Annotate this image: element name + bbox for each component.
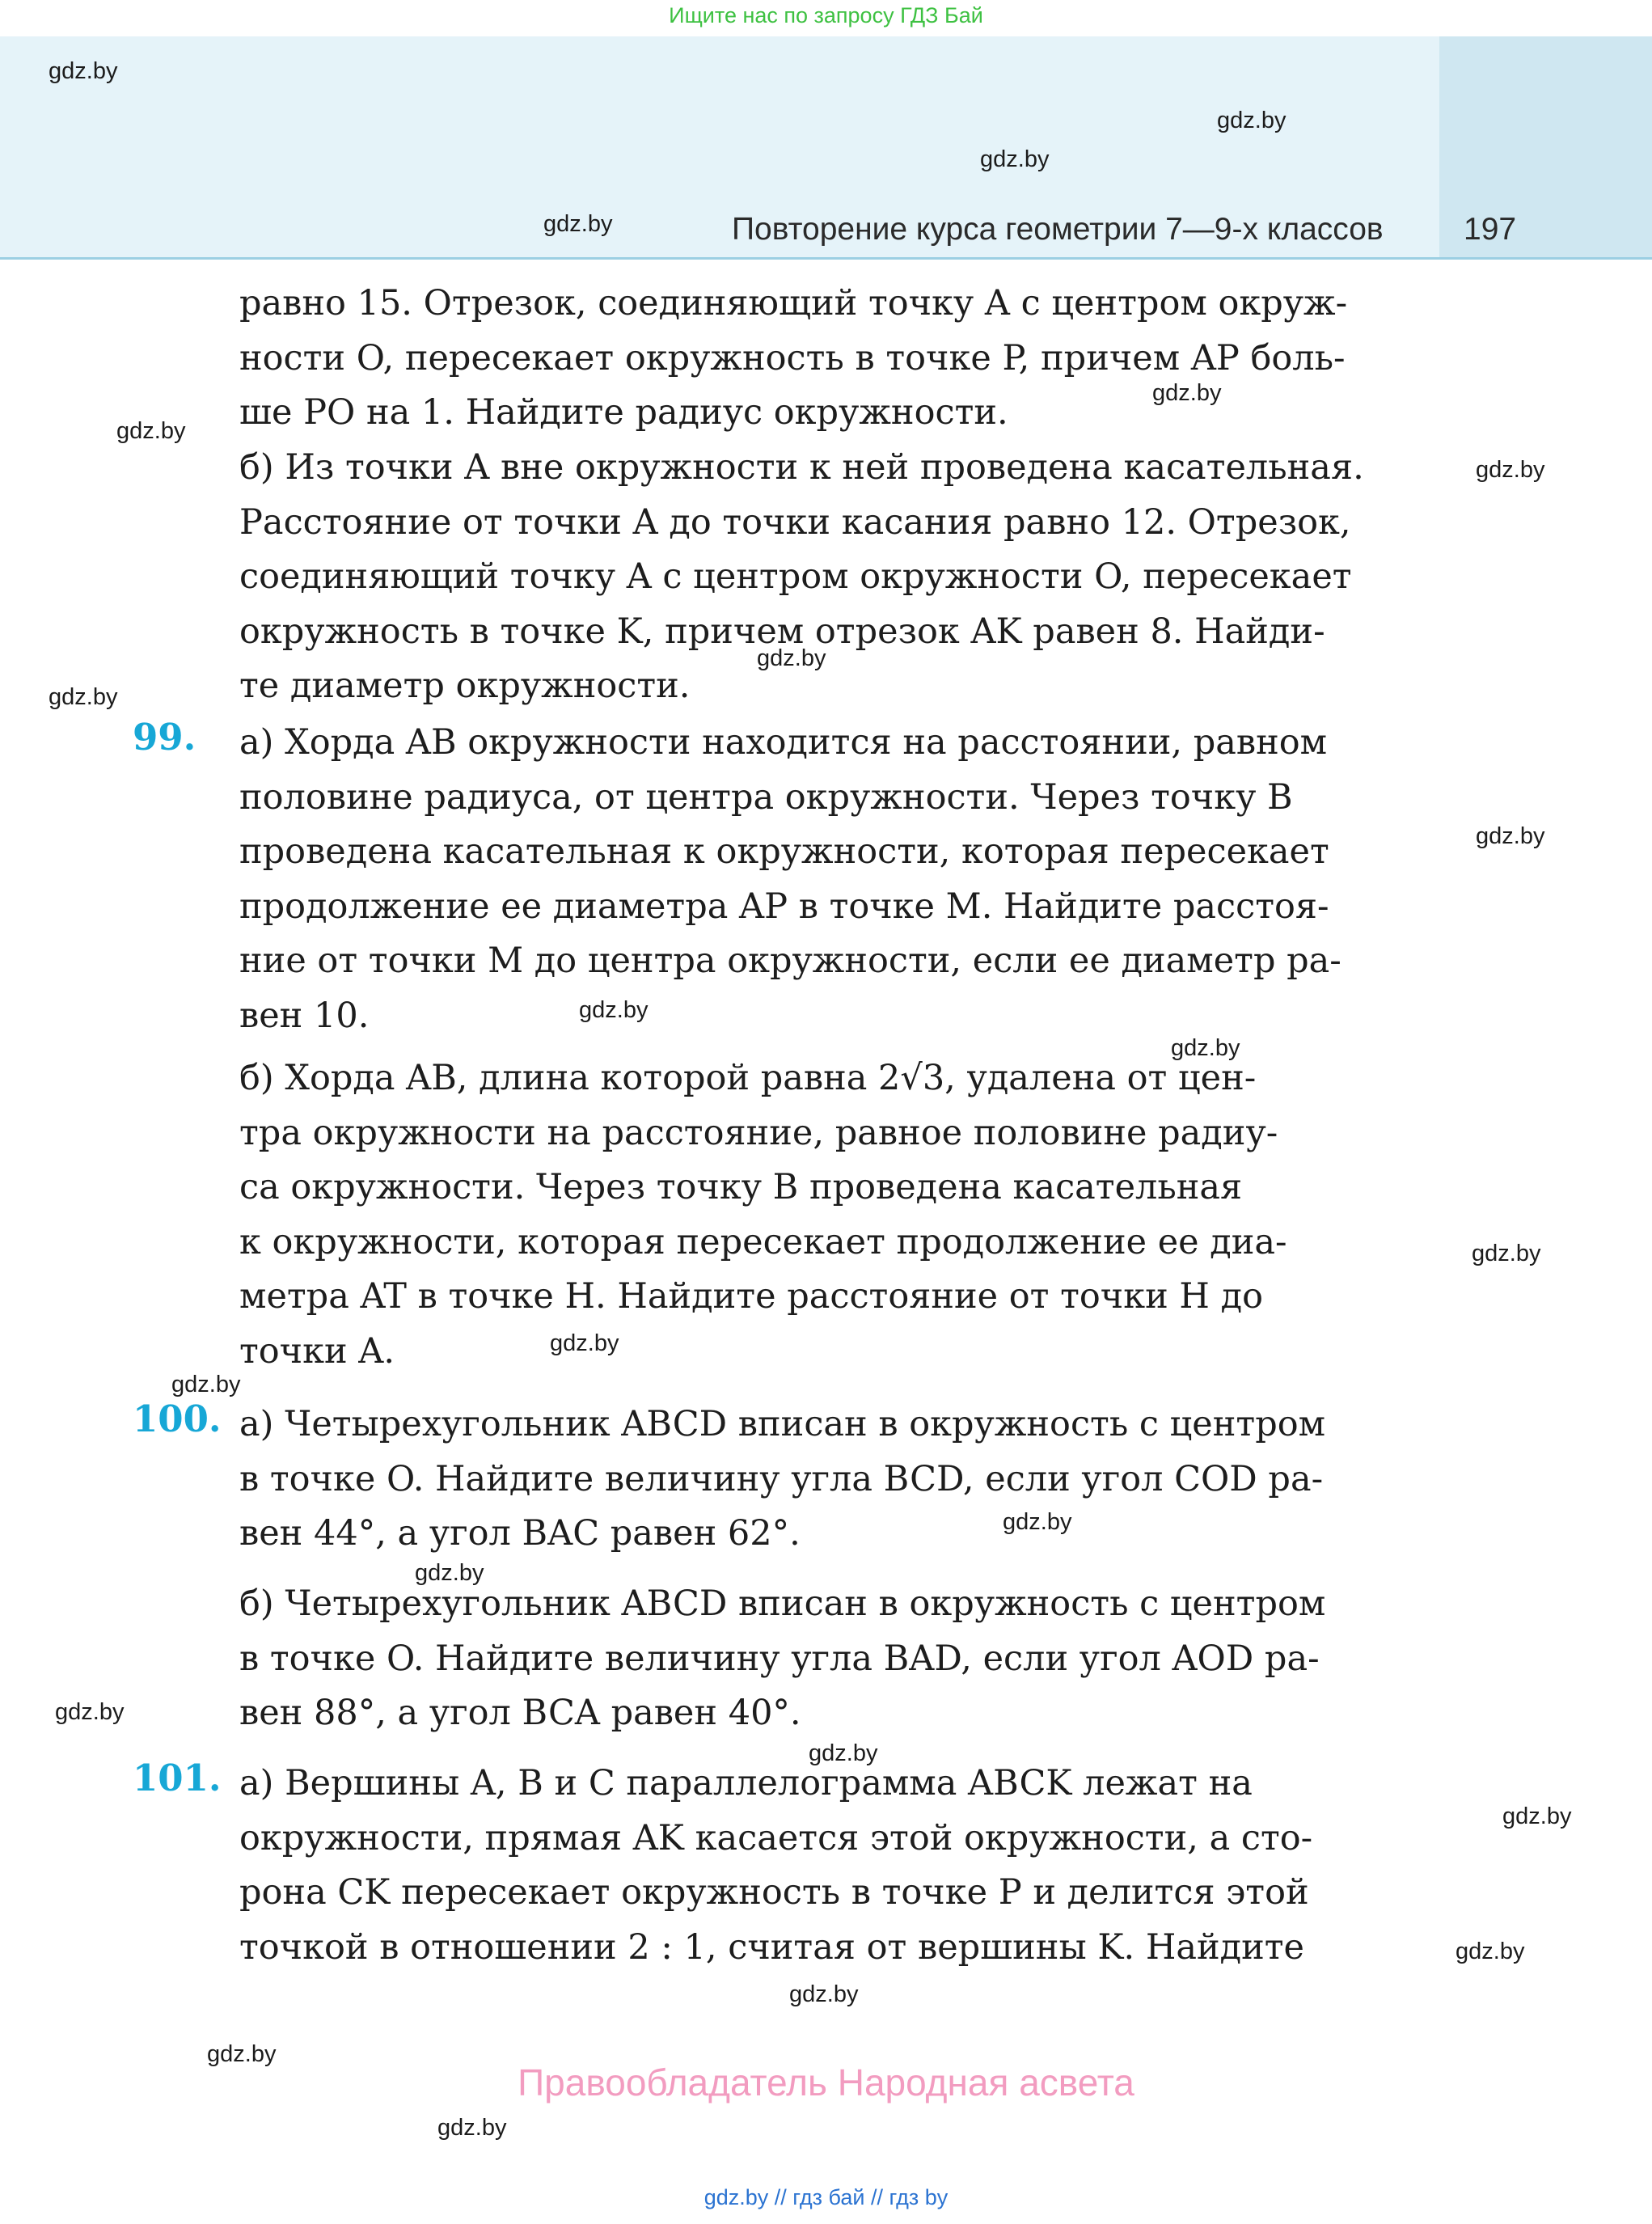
text-line: ше PO на 1. Найдите радиус окружности. [239,392,1008,433]
text-line: соединяющий точку A с центром окружности O, пересекает [239,556,1352,597]
text-line: б) Четырехугольник ABCD вписан в окружность с центром [239,1583,1326,1624]
text-line: окружности, прямая AK касается этой окружности, а сто- [239,1817,1313,1858]
text-line: б) Хорда AB, длина которой равна 2√3, удалена от цен- [239,1058,1257,1098]
text-line: окружность в точке K, причем отрезок AK равен 8. Найди- [239,611,1325,652]
text-line: продолжение ее диаметра AP в точке M. Найдите расстоя- [239,886,1329,927]
text-line: равно 15. Отрезок, соединяющий точку A с центром окруж- [239,283,1348,323]
watermark: gdz.by [550,1330,619,1356]
watermark: gdz.by [171,1372,241,1397]
watermark: gdz.by [1472,1241,1541,1266]
header-divider [0,257,1652,260]
watermark: gdz.by [49,684,118,710]
running-title: Повторение курса геометрии 7—9-х классов [732,212,1384,247]
watermark: gdz.by [579,997,649,1023]
problem-100b [239,1577,1441,1741]
text-line: вен 44°, а угол BAC равен 62°. [239,1513,801,1554]
text-line: в точке O. Найдите величину угла BAD, если угол AOD ра- [239,1638,1320,1679]
watermark: gdz.by [116,418,186,444]
problem-number-101: 101. [133,1757,222,1799]
watermark: gdz.by [1152,380,1222,406]
problem-100a [239,1397,1441,1562]
watermark: gdz.by [789,1981,859,2007]
text-line: ние от точки M до центра окружности, если ее диаметр ра- [239,941,1341,981]
text-line: половине радиуса, от центра окружности. Через точку B [239,776,1293,818]
problem-98a-continuation [239,277,1441,441]
watermark: gdz.by [980,146,1050,172]
text-line: а) Вершины A, B и C параллелограмма ABCK лежат на [239,1763,1253,1803]
watermark: gdz.by [1171,1035,1240,1061]
text-line: Расстояние от точки A до точки касания равно 12. Отрезок, [239,501,1351,543]
watermark: gdz.by [1003,1509,1072,1535]
watermark: gdz.by [55,1699,125,1725]
copyright-owner: Правообладатель Народная асвета [518,2061,1134,2103]
text-line: к окружности, которая пересекает продолжение ее диа- [239,1221,1287,1262]
text-line: са окружности. Через точку B проведена касательная [239,1167,1243,1207]
page-number: 197 [1464,212,1517,247]
text-line: ности O, пересекает окружность в точке P, причем AP боль- [239,337,1346,378]
watermark: gdz.by [1217,108,1287,133]
watermark: gdz.by [49,58,118,84]
text-line: вен 10. [239,995,370,1036]
watermark: gdz.by [1476,457,1545,483]
text-line: рона CK пересекает окружность в точке P и делится этой [239,1872,1309,1913]
watermark: gdz.by [207,2041,277,2067]
problem-number-99: 99. [133,716,196,759]
problem-98b [239,441,1441,714]
watermark: gdz.by [1476,823,1545,849]
text-line: вен 88°, а угол BCA равен 40°. [239,1693,801,1733]
watermark: gdz.by [1456,1939,1525,1964]
watermark: gdz.by [415,1560,484,1586]
text-line: б) Из точки A вне окружности к ней проведена касательная. [239,447,1364,488]
top-banner: Ищите нас по запросу ГДЗ Бай [669,3,983,27]
watermark: gdz.by [543,211,613,237]
problem-number-100: 100. [133,1397,222,1440]
watermark: gdz.by [757,645,826,671]
text-line: а) Хорда AB окружности находится на расстоянии, равном [239,722,1328,763]
text-line: метра AT в точке H. Найдите расстояние от точки H до [239,1276,1263,1317]
text-line: в точке O. Найдите величину угла BCD, если угол COD ра- [239,1458,1324,1499]
watermark: gdz.by [437,2115,507,2141]
text-line: проведена касательная к окружности, которая пересекает [239,831,1329,872]
text-line: тра окружности на расстояние, равное половине радиу- [239,1112,1278,1153]
problem-99b [239,1051,1441,1379]
text-line: точкой в отношении 2 : 1, считая от вершины K. Найдите [239,1926,1304,1968]
footer-links[interactable]: gdz.by // гдз бай // гдз by [703,2185,949,2209]
text-line: а) Четырехугольник ABCD вписан в окружность с центром [239,1404,1326,1444]
text-line: точки A. [239,1330,395,1372]
watermark: gdz.by [1502,1803,1572,1829]
text-line: те диаметр окружности. [239,666,691,706]
problem-99a [239,716,1441,1043]
problem-101a [239,1757,1441,1975]
watermark: gdz.by [809,1740,878,1766]
